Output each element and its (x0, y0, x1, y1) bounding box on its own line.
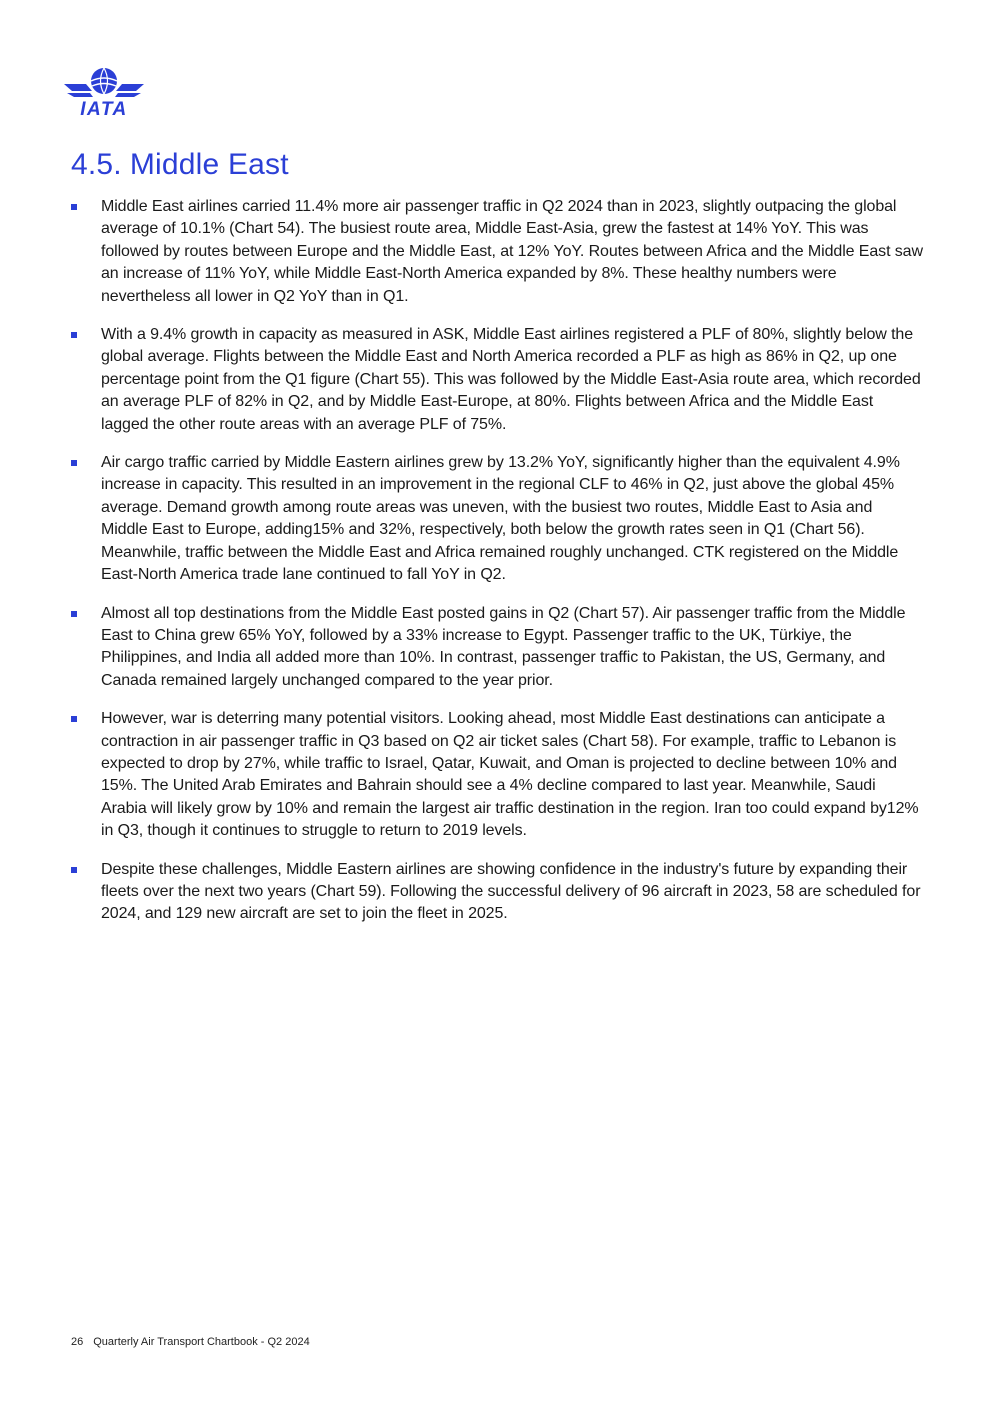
bullet-item (71, 708, 923, 842)
bullet-text: Almost all top destinations from the Middle East posted gains in Q2 (Chart 57). Air passenger traffic from the Middle East to China grew 65% YoY, followed by a 33% increase to Egypt. Passenger traffic to the UK, Türkiye, the Philippines, and India all added more than 10%. In contrast, passenger traffic to Pakistan, the US, Germany, and Canada remained largely unchanged compared to the year prior. (101, 604, 906, 689)
bullet-text: Air cargo traffic carried by Middle Eastern airlines grew by 13.2% YoY, significantly higher than the equivalent 4.9% increase in capacity. This resulted in an improvement in the regional CLF to 46% in Q2, just above the global 45% average. Demand growth among route areas was uneven, with the busiest two routes, Middle East to Asia and Middle East to Europe, adding15% and 32%, respectively, both below the growth rates seen in Q1 (Chart 56). Meanwhile, traffic between the Middle East and Africa remained roughly unchanged. CTK registered on the Middle East-North America trade lane continued to fall YoY in Q2. (101, 454, 900, 584)
bullet-text: With a 9.4% growth in capacity as measured in ASK, Middle East airlines registered a PLF of 80%, slightly below the global average. Flights between the Middle East and North America recorded a PLF as high as 86% in Q2, up one percentage point from the Q1 figure (Chart 55). This was followed by the Middle East-Asia route area, which recorded an average PLF of 82% in Q2, and by Middle East-Europe, at 80%. Flights between Africa and the Middle East lagged the other route areas with an average PLF of 75%. (101, 326, 921, 433)
bullet-item (71, 603, 923, 693)
bullet-marker-icon (71, 204, 77, 210)
logo-wordmark: IATA (80, 99, 128, 118)
bullet-text: Middle East airlines carried 11.4% more air passenger traffic in Q2 2024 than in 2023, slightly outpacing the global average of 10.1% (Chart 54). The busiest route area, Middle East-Asia, grew the fastest at 14% YoY. This was followed by routes between Europe and the Middle East, at 12% YoY. Routes between Africa and the Middle East saw an increase of 11% YoY, while Middle East-North America expanded by 8%. These healthy numbers were nevertheless all lower in Q2 YoY than in Q1. (101, 198, 923, 305)
bullet-list (71, 196, 923, 942)
bullet-marker-icon (71, 332, 77, 338)
bullet-item (71, 859, 923, 926)
bullet-text: However, war is deterring many potential visitors. Looking ahead, most Middle East destinations can anticipate a contraction in air passenger traffic in Q3 based on Q2 air ticket sales (Chart 58). For example, traffic to Lebanon is expected to drop by 27%, while traffic to Israel, Qatar, Kuwait, and Oman is projected to decline between 10% and 15%. The United Arab Emirates and Bahrain should see a 4% decline compared to last year. Meanwhile, Saudi Arabia will likely grow by 10% and remain the largest air traffic destination in the region. Iran too could expand by12% in Q3, though it continues to struggle to return to 2019 levels. (101, 710, 919, 840)
bullet-item (71, 324, 923, 436)
bullet-item (71, 452, 923, 586)
bullet-item (71, 196, 923, 308)
section-title-text: Middle East (129, 148, 289, 181)
iata-logo (64, 66, 144, 118)
section-title (71, 148, 289, 182)
page-footer (71, 1336, 310, 1348)
iata-globe-wings-icon (64, 66, 144, 118)
bullet-marker-icon (71, 716, 77, 722)
footer-document-title: Quarterly Air Transport Chartbook - Q2 2024 (93, 1336, 310, 1348)
page-number: 26 (71, 1336, 84, 1348)
bullet-text: Despite these challenges, Middle Eastern airlines are showing confidence in the industry's future by expanding their fleets over the next two years (Chart 59). Following the successful delivery of 96 aircraft in 2023, 58 are scheduled for 2024, and 129 new aircraft are set to join the fleet in 2025. (101, 860, 921, 923)
bullet-marker-icon (71, 460, 77, 466)
bullet-marker-icon (71, 611, 77, 617)
bullet-marker-icon (71, 867, 77, 873)
section-number: 4.5. (71, 148, 122, 181)
